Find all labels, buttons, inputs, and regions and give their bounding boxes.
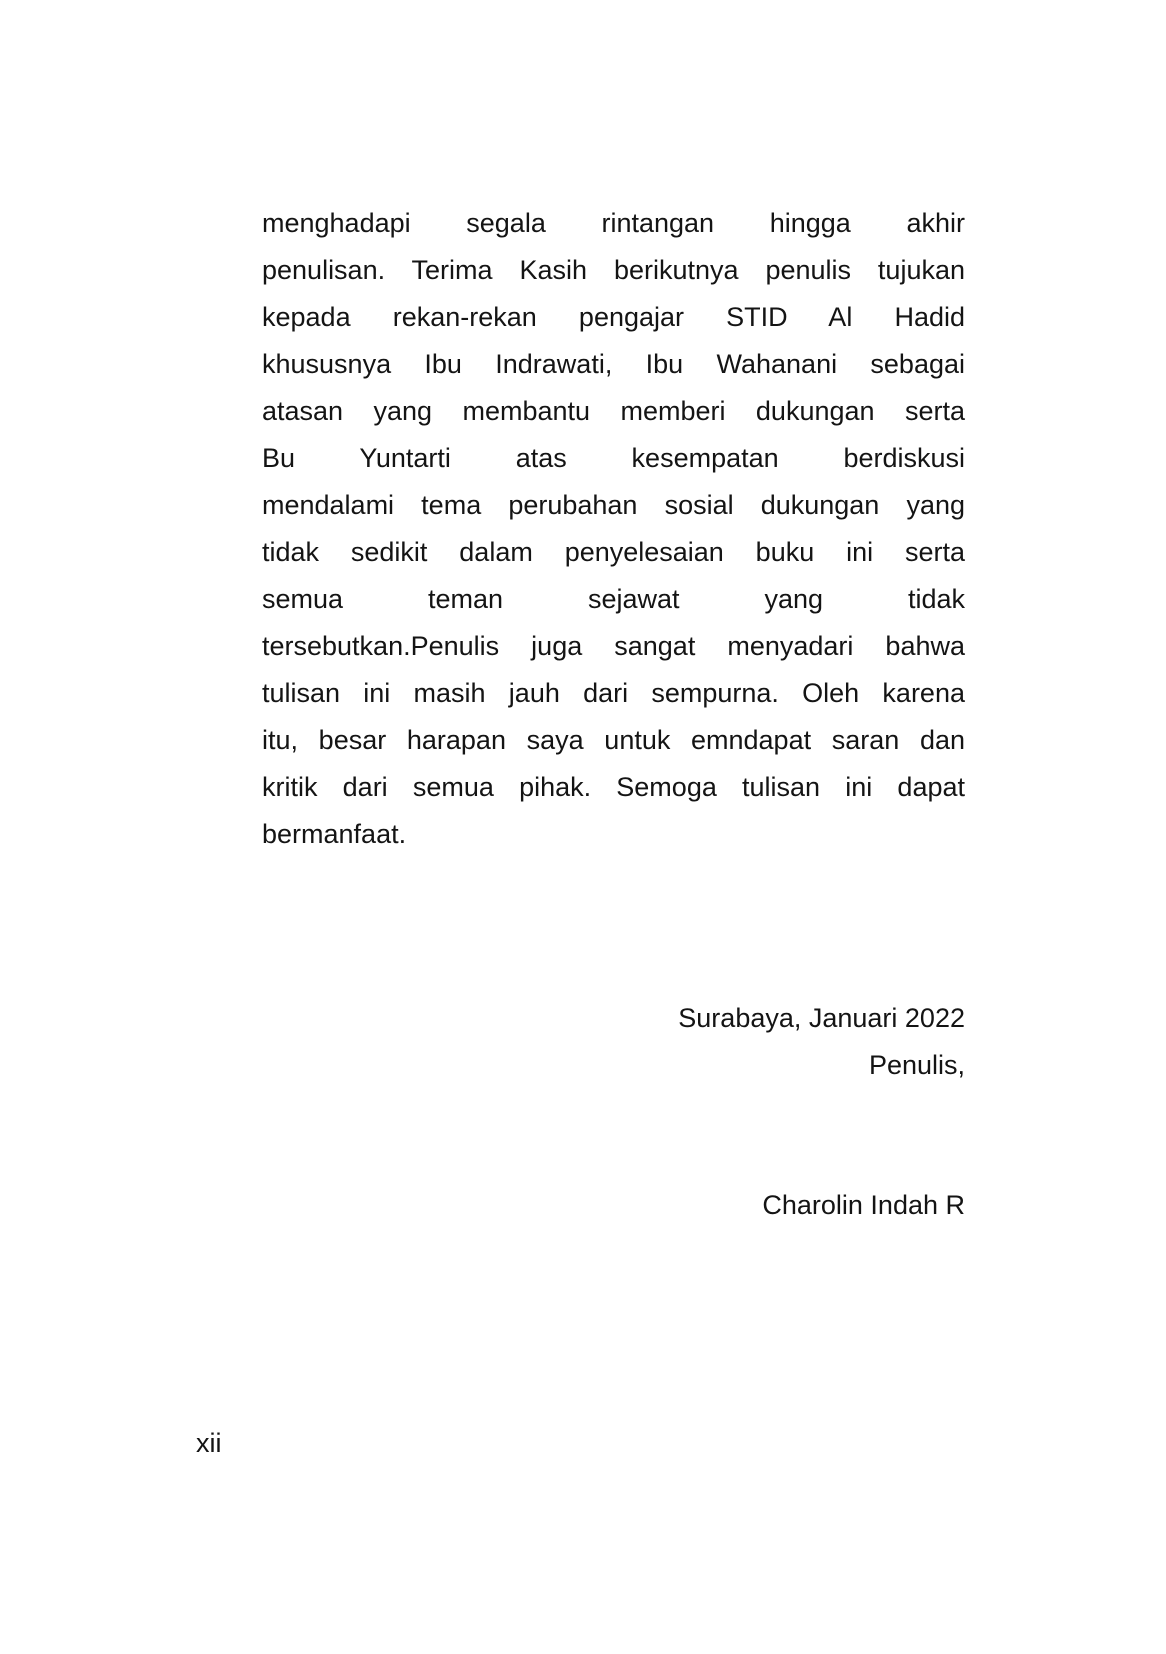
paragraph-line: Bu Yuntarti atas kesempatan berdiskusi [262,443,965,473]
paragraph-line: mendalami tema perubahan sosial dukungan yang [262,490,965,520]
paragraph-line: itu, besar harapan saya untuk emndapat saran dan [262,725,965,755]
closing-block [262,995,965,1089]
paragraph-line: kritik dari semua pihak. Semoga tulisan ini dapat [262,772,965,802]
paragraph-line: penulisan. Terima Kasih berikutnya penulis tujukan [262,255,965,285]
paragraph-line: kepada rekan-rekan pengajar STID Al Hadid [262,302,965,332]
signatory-name: Charolin Indah R [762,1190,965,1220]
paragraph-line: tidak sedikit dalam penyelesaian buku ini serta [262,537,965,567]
paragraph-line: atasan yang membantu memberi dukungan serta [262,396,965,426]
paragraph-line: semua teman sejawat yang tidak [262,584,965,614]
closing-place-date: Surabaya, Januari 2022 [678,1003,965,1033]
closing-signatory-role: Penulis, [868,1050,965,1080]
paragraph-line: tersebutkan.Penulis juga sangat menyadari bahwa [262,631,965,661]
paragraph-line: tulisan ini masih jauh dari sempurna. Oleh karena [262,678,965,708]
acknowledgment-paragraph [262,200,965,858]
page-number: xii [196,1428,222,1458]
paragraph-line: menghadapi segala rintangan hingga akhir [262,208,965,238]
paragraph-line: khususnya Ibu Indrawati, Ibu Wahanani sebagai [262,349,965,379]
paragraph-line: bermanfaat. [262,819,407,849]
